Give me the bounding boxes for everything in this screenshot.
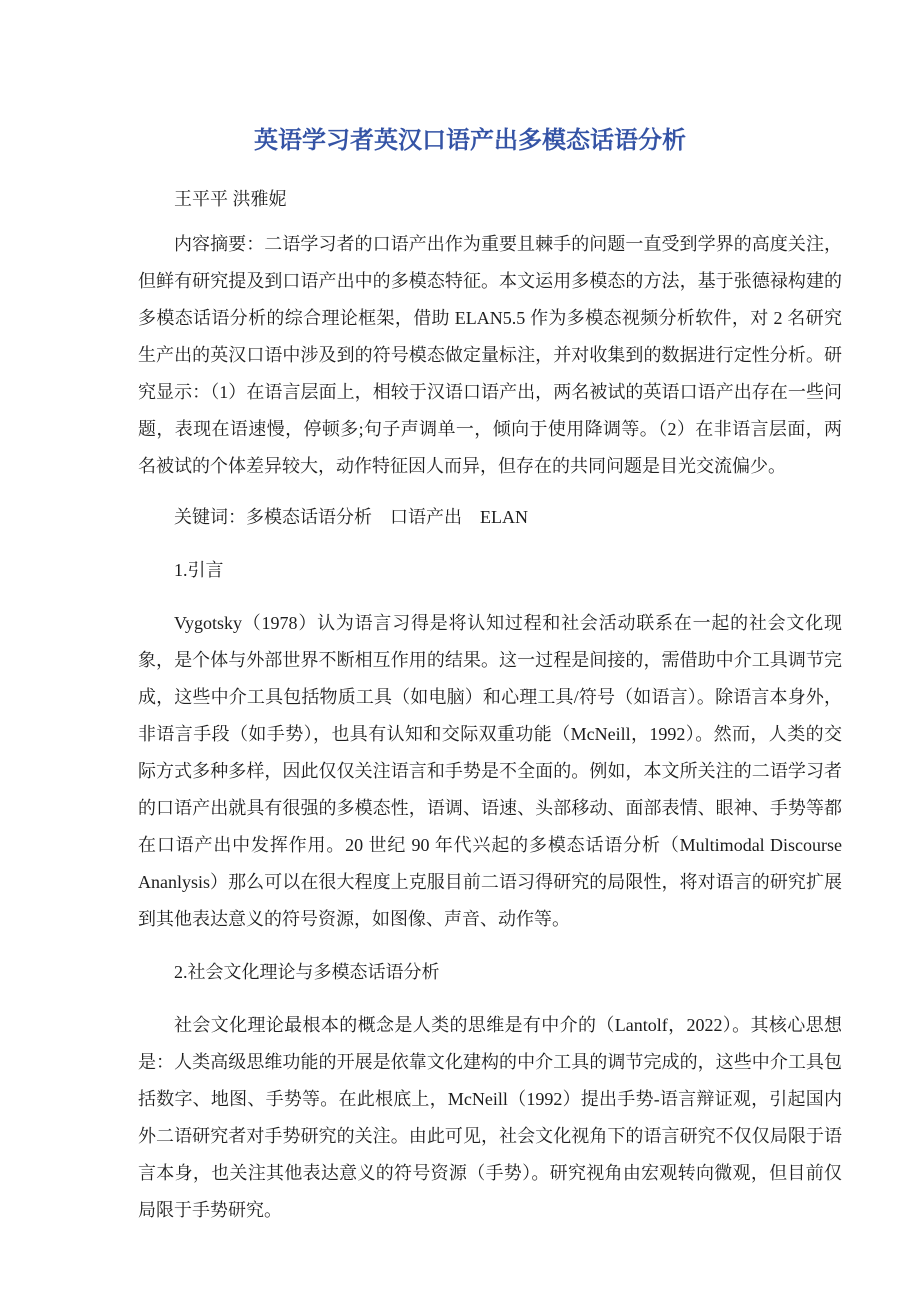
section-2-heading: 2.社会文化理论与多模态话语分析 [174,962,440,982]
abstract-paragraph: 内容摘要：二语学习者的口语产出作为重要且棘手的问题一直受到学界的高度关注，但鲜有研究提及到口语产出中的多模态特征。本文运用多模态的方法，基于张德禄构建的多模态话语分析的综合理论框架，借助 ELAN5.5 作为多模态视频分析软件，对 2 名研究生产出的英汉口语中涉及到的符号模态做定量标注，并对收集到的数据进行定性分析。研究显示：（1）在语言层面上，相较于汉语口语产出，两名被试的英语口语产出存在一些问题，表现在语速慢，停顿多;句子声调单一，倾向于使用降调等。（2）在非语言层面，两名被试的个体差异较大，动作特征因人而异，但存在的共同问题是目光交流偏少。 [138,234,842,476]
keywords-line: 关键词：多模态话语分析 口语产出 ELAN [174,507,528,527]
page-title: 英语学习者英汉口语产出多模态话语分析 [254,127,686,154]
section-2-paragraph: 社会文化理论最根本的概念是人类的思维是有中介的（Lantolf，2022）。其核心思想是：人类高级思维功能的开展是依靠文化建构的中介工具的调节完成的，这些中介工具包括数字、地图、手势等。在此根底上，McNeill（1992）提出手势-语言辩证观，引起国内外二语研究者对手势研究的关注。由此可见，社会文化视角下的语言研究不仅仅局限于语言本身，也关注其他表达意义的符号资源（手势）。研究视角由宏观转向微观，但目前仅局限于手势研究。 [138,1015,842,1220]
authors-byline: 王平平 洪雅妮 [174,189,287,209]
section-1-heading: 1.引言 [174,560,224,580]
section-1-paragraph: Vygotsky（1978）认为语言习得是将认知过程和社会活动联系在一起的社会文化现象，是个体与外部世界不断相互作用的结果。这一过程是间接的，需借助中介工具调节完成，这些中介工具包括物质工具（如电脑）和心理工具/符号（如语言）。除语言本身外，非语言手段（如手势），也具有认知和交际双重功能（McNeill，1992）。然而，人类的交际方式多种多样，因此仅仅关注语言和手势是不全面的。例如，本文所关注的二语学习者的口语产出就具有很强的多模态性，语调、语速、头部移动、面部表情、眼神、手势等都在口语产出中发挥作用。20 世纪 90 年代兴起的多模态话语分析（Multimodal Discourse Ananlysis）那么可以在很大程度上克服目前二语习得研究的局限性，将对语言的研究扩展到其他表达意义的符号资源，如图像、声音、动作等。 [138,613,842,929]
